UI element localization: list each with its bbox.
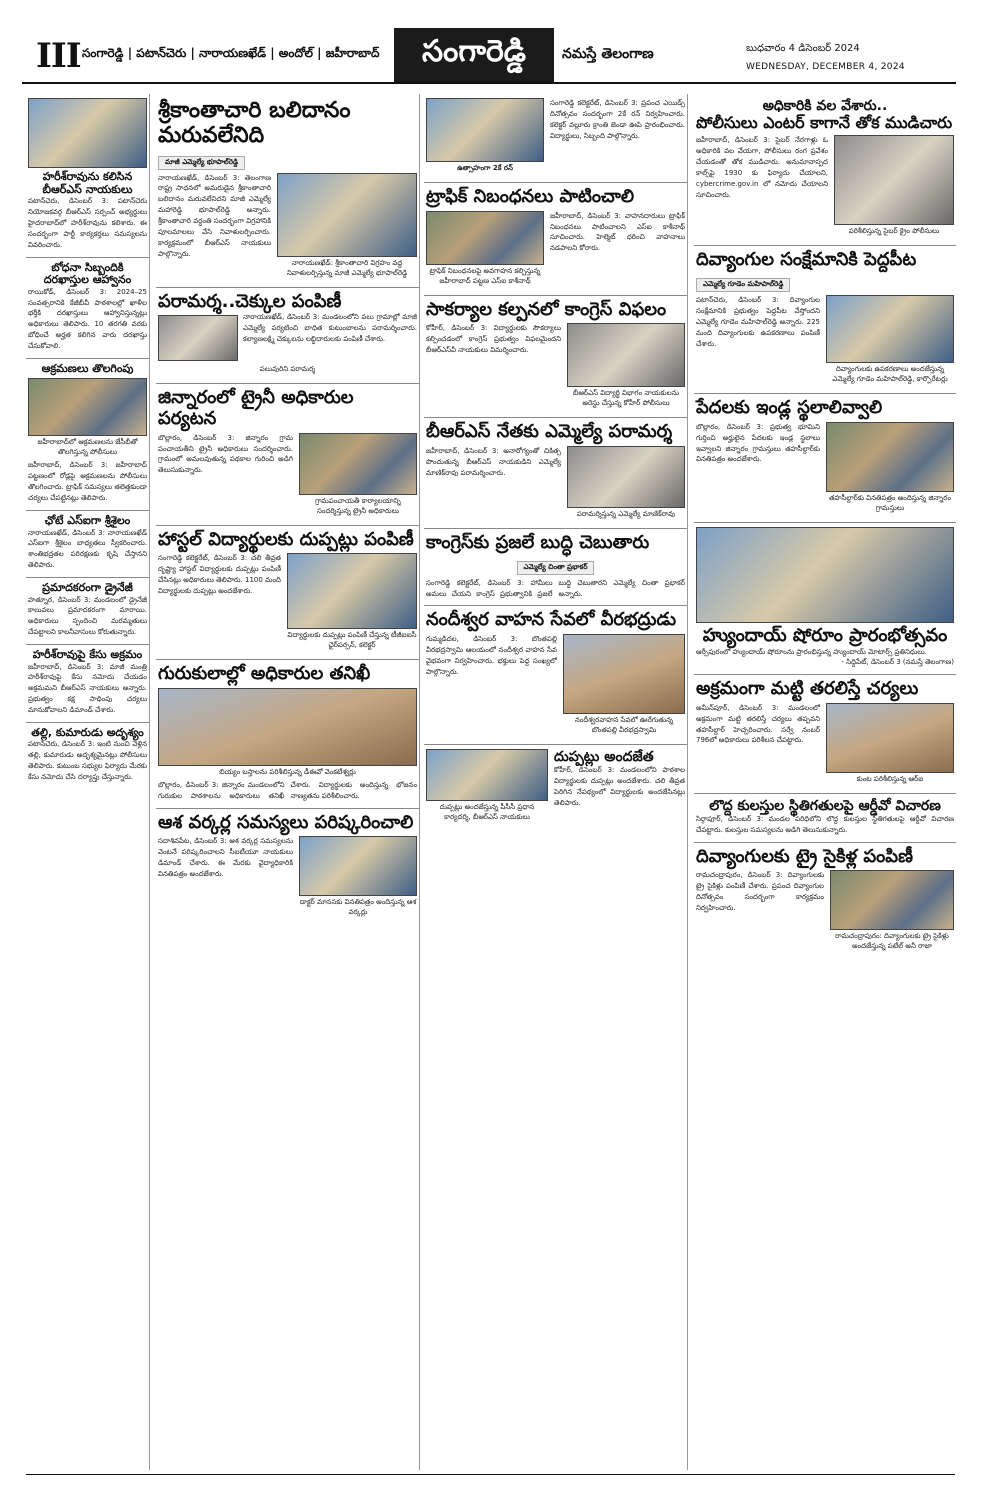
story xyxy=(694,843,956,961)
story-photo xyxy=(28,98,147,168)
story xyxy=(26,94,149,258)
photo-caption: ట్రాఫిక్‌ నిబంధనలపై అవగాహన కల్పిస్తున్న జహీరాబాద్‌ పట్టణ ఎస్‌ఐ కాశీనాథ్‌ xyxy=(429,266,541,285)
story-photo xyxy=(834,135,954,225)
headline: హరీశ్‌రావును కలిసిన బీఆర్‌ఎస్‌ నాయకులు xyxy=(42,170,133,196)
headline: ఆశ వర్కర్ల సమస్యలు పరిష్కరించాలి xyxy=(158,811,414,833)
story xyxy=(156,809,419,927)
story xyxy=(694,394,956,523)
headline: హ్యుందాయ్‌ షోరూం ప్రారంభోత్సవం xyxy=(702,624,948,646)
story-photo xyxy=(287,553,417,629)
story xyxy=(694,246,956,394)
story-body: కోహీర్‌, డిసెంబర్ 3: మండలంలోని పాఠశాల విద్యార్థులకు దుప్పట్లు అందజేశారు. చలి తీవ్రత పెరిగిన నేపథ్యంలో విద్యార్థులకు అందజేసినట్లు తెలిపారు. xyxy=(554,766,685,807)
photo-caption: దుప్పట్లు అందజేస్తున్న పీసీసీ ప్రధాన కార్యదర్శి, బీఆర్‌ఎస్‌ నాయకులు xyxy=(439,803,535,822)
story-photo xyxy=(567,446,685,508)
story-photo xyxy=(299,836,417,896)
story-photo xyxy=(158,315,238,361)
photo-caption: దివ్యాంగులకు ఉపకరణాలు అందజేస్తున్న ఎమ్మెల్యే గూడెం మహిపాల్‌రెడ్డి, కార్పొరేటర్లు xyxy=(832,365,948,384)
headline: దుప్పట్లు అందజేత xyxy=(554,749,654,766)
story-body: బొల్లారం, డిసెంబర్ 3: జిన్నారం మండలంలోని గురుకుల పాఠశాలను అధికారులు తనిఖీ చేశారు. విద్యార్థులకు అందిస్తున్న భోజనం నాణ్యతను పరిశీలించారు. xyxy=(158,781,417,800)
story xyxy=(694,794,956,843)
headline: లొద్ద కులస్తుల స్థితిగతులపై ఆర్డీవో విచారణ xyxy=(709,797,941,814)
edition-logo: సంగారెడ్డి xyxy=(394,28,554,82)
story xyxy=(694,94,956,246)
story xyxy=(26,645,149,723)
story-body: జహీరాబాద్‌, డిసెంబర్ 3: వాహనదారులు ట్రాఫిక్‌ నిబంధనలు పాటించాలని ఎస్‌ఐ కాశీనాథ్‌ సూచించారు. హెల్మెట్‌ ధరించి వాహనాలు నడపాలని కోరారు. xyxy=(550,211,685,253)
story-body: సదాశివపేట, డిసెంబర్ 3: ఆశ వర్కర్ల సమస్యలను వెంటనే పరిష్కరించాలని సీఐటీయూ నాయకులు డిమాండ్‌ చేశారు. ఈ మేరకు వైద్యాధికారికి వినతిపత్రం అందజేశారు. xyxy=(158,837,293,878)
story-body: సంగారెడ్డి కలెక్టరేట్‌, డిసెంబర్ 3: చలి తీవ్రత దృష్ట్యా హాస్టల్‌ విద్యార్థులకు దుప్పట్లు పంపిణీ చేసినట్లు అధికారులు తెలిపారు. 1100 మంది విద్యార్థులకు దుప్పట్లు అందజేశారు. xyxy=(158,554,281,595)
story-body: బొల్లారం, డిసెంబర్ 3: జిన్నారం గ్రామ పంచాయతీని ట్రైనీ అధికారులు సందర్శించారు. గ్రామంలో అమలవుతున్న పథకాల గురించి అడిగి తెలుసుకున్నారు. xyxy=(158,433,293,475)
byline: మాజీ ఎమ్మెల్యే భూపాల్‌రెడ్డి xyxy=(158,156,245,170)
story-photo xyxy=(426,749,548,801)
headline: అక్రమంగా మట్టి తరలిస్తే చర్యలు xyxy=(696,678,919,700)
byline: ఎమ్మెల్యే గూడెం మహిపాల్‌రెడ్డి xyxy=(696,278,790,292)
headline: పరామర్శ..చెక్కుల పంపిణీ xyxy=(158,290,342,312)
masthead xyxy=(22,28,956,84)
story-body: బొల్లారం, డిసెంబర్ 3: ప్రభుత్వ భూమిని గుర్తించి అర్హులైన పేదలకు ఇండ్ల స్థలాలు ఇవ్వాలని జిన్నారం గ్రామస్తులు తహసీల్దార్‌కు వినతిపత్రం అందజేశారు. xyxy=(696,422,820,464)
story xyxy=(156,660,419,808)
story-photo xyxy=(158,688,417,766)
headline: ఆక్రమణలు తొలగింపు xyxy=(41,361,134,375)
story-photo xyxy=(28,378,147,436)
story-body: సిర్గాపూర్‌, డిసెంబర్ 3: మండల పరిధిలోని లొద్ద కులస్తుల స్థితిగతులపై ఆర్డీవో విచారణ చేపట్టారు. కులస్తుల సమస్యలను అడిగి తెలుసుకున్నారు. xyxy=(696,815,954,834)
story xyxy=(26,258,149,359)
story-photo xyxy=(563,634,685,714)
byline: ఎమ్మెల్యే చింతా ప్రభాకర్‌ xyxy=(517,561,595,575)
story-body: కోహీర్‌, డిసెంబర్ 3: విద్యార్థులకు సౌకర్యాలు కల్పించడంలో కాంగ్రెస్‌ ప్రభుత్వం విఫలమైందని బీఆర్‌ఎస్‌వీ నాయకులు విమర్శించారు. xyxy=(426,324,561,355)
story-photo xyxy=(277,173,417,257)
story-body: జహీరాబాద్‌, డిసెంబర్ 3: సైబర్‌ నేరగాళ్లు ఓ అధికారికి వల వేయగా, పోలీసులు రంగ ప్రవేశం చేయడంతో తోక ముడిచారు. అనుమానాస్పద కాల్స్‌పై 1930 కు ఫిర్యాదు చేయాలని, cybercrime.gov.in లో నమోదు చేయాలని సూచించారు. xyxy=(696,136,828,199)
story xyxy=(156,526,419,661)
headline: దివ్యాంగులకు ట్రై సైకిళ్ల పంపిణీ xyxy=(696,845,913,867)
story-body: పటాన్‌చెరు, డిసెంబర్ 3: దివ్యాంగుల సంక్షేమానికి ప్రభుత్వం పెద్దపీట వేస్తోందని ఎమ్మెల్యే గూడెం మహిపాల్‌రెడ్డి అన్నారు. 225 మంది దివ్యాంగులకు ఉపకరణాలు పంపిణీ చేశారు. xyxy=(696,296,820,348)
headline: బీఆర్‌ఎస్‌ నేతకు ఎమ్మెల్యే పరామర్శ xyxy=(426,421,673,443)
story-body: హత్నూర, డిసెంబర్ 3: మండలంలో డ్రైనేజీ కాలువలు ప్రమాదకరంగా మారాయి. అధికారులు స్పందించి మరమ్మతులు చేపట్టాలని కాలనీవాసులు కోరుతున్నారు. xyxy=(28,595,147,637)
column-2 xyxy=(156,94,420,1470)
story xyxy=(26,359,149,511)
story xyxy=(26,578,149,645)
story-body: గుమ్మడిదల, డిసెంబర్ 3: బొంతపల్లి వీరభద్రస్వామి ఆలయంలో నందీశ్వర వాహన సేవ వైభవంగా నిర్వహించారు. భక్తులు పెద్ద సంఖ్యలో పాల్గొన్నారు. xyxy=(426,635,557,676)
story-body: ఆర్సీపురంలో హ్యుందాయ్‌ షోరూంను ప్రారంభిస్తున్న హ్యుందాయ్‌ మోటార్స్‌ ప్రతినిధులు. xyxy=(696,647,927,656)
headline: కాంగ్రెస్‌కు ప్రజలే బుద్ధి చెబుతారు xyxy=(426,532,650,554)
story-body: పటాన్‌చెరు, డిసెంబర్ 3: ఇంటి నుంచి వెళ్లిన తల్లి, కుమారుడు అదృశ్యమైనట్లు పోలీసులు తెలిపారు. కుటుంబ సభ్యుల ఫిర్యాదు మేరకు కేసు నమోదు చేసి దర్యాప్తు చేస్తున్నారు. xyxy=(28,740,147,781)
photo-caption: డాక్టర్‌ మానసకు వినతిపత్రం అందిస్తున్న ఆశ వర్కర్లు xyxy=(299,898,417,917)
headline: శ్రీకాంతాచారి బలిదానం మరువలేనిది xyxy=(158,98,351,149)
story-photo xyxy=(299,433,417,495)
story-body: నారాయణఖేడ్‌, డిసెంబర్ 3: తెలంగాణ రాష్ట్ర సాధనలో అమరుడైన శ్రీకాంతాచారి బలిదానం మరువలేనిదని మాజీ ఎమ్మెల్యే మహారెడ్డి భూపాల్‌రెడ్డి అన్నారు. శ్రీకాంతాచారి వర్ధంతి సందర్భంగా విగ్రహానికి పూలమాలలు వేసి నివాళులర్పించారు. కార్యక్రమంలో బీఆర్‌ఎస్‌ నాయకులు పాల్గొన్నారు. xyxy=(158,173,271,258)
story-photo xyxy=(567,323,685,387)
story-photo xyxy=(826,422,954,492)
story xyxy=(424,183,687,296)
photo-caption: ఉత్సాహంగా 2కే రన్‌ xyxy=(457,164,513,172)
story-body: జహీరాబాద్, డిసెంబర్ 3: జహీరాబాద్‌ పట్టణంలో రోడ్లపై ఆక్రమణలను పోలీసులు తొలగించారు. ట్రాఫిక్‌ సమస్యలు తలెత్తకుండా చర్యలు చేపట్టినట్లు తెలిపారు. xyxy=(28,461,147,503)
photo-caption: తహసీల్దార్‌కు వినతిపత్రం అందిస్తున్న జిన్నారం గ్రామస్తులు xyxy=(828,493,951,512)
story xyxy=(26,723,149,789)
headline: జిన్నారంలో ట్రైనీ అధికారుల పర్యటన xyxy=(158,387,354,429)
page-footer-rule xyxy=(26,1474,955,1490)
story-body: నారాయణఖేడ్‌, డిసెంబర్ 3: మండలంలోని పలు గ్రామాల్లో మాజీ ఎమ్మెల్యే పర్యటించి బాధిత కుటుంబాలను పరామర్శించారు. కల్యాణలక్ష్మి చెక్కులను లబ్ధిదారులకు పంపిణీ చేశారు. xyxy=(243,313,417,343)
story xyxy=(694,523,956,675)
photo-caption: పలువురిని పరామర్శ xyxy=(259,365,316,374)
story-body: రాయికోడ్, డిసెంబర్ 3: 2024–25 సంవత్సరానికి కేజీబీవీ పాఠశాలల్లో ఖాళీల భర్తీకి దరఖాస్తులు ఆహ్వానిస్తున్నట్లు అధికారులు తెలిపారు. 10 తరగతి వరకు బోధించే అర్హత కలిగిన వారు దరఖాస్తు చేసుకోవాలి. xyxy=(28,287,147,350)
story xyxy=(156,94,419,288)
story xyxy=(424,94,687,183)
story-photo xyxy=(426,211,544,265)
photo-caption: బీఆర్‌ఎస్‌ విద్యార్థి విభాగం నాయకులను అరెస్టు చేస్తున్న కోహీర్‌ పోలీసులు xyxy=(572,389,680,408)
story xyxy=(424,606,687,745)
headline: తల్లి, కుమారుడు అదృశ్యం xyxy=(31,725,144,739)
photo-caption: నందీశ్వరవాహన సేవలో ఊరేగుతున్న బొంతపల్లి వీరభద్రస్వామి xyxy=(574,716,674,735)
headline: ప్రమాదకరంగా డ్రైనేజీ xyxy=(42,580,133,594)
column-4 xyxy=(694,94,956,1470)
credit-line: - సిద్దిపేట్‌, డిసెంబర్ 3 (నమస్తే తెలంగాణ) xyxy=(841,658,954,667)
story xyxy=(424,296,687,419)
date-english: WEDNESDAY, DECEMBER 4, 2024 xyxy=(746,62,905,72)
headline: ఛోటే ఎస్‌ఐగా శ్రీశైలం xyxy=(44,513,131,527)
photo-caption: గ్రామపంచాయతీ కార్యాలయాన్ని సందర్శిస్తున్న ట్రైనీ అధికారులు xyxy=(315,496,401,515)
headline: హరీశ్‌రావుపై కేసు అక్రమం xyxy=(32,647,143,661)
story-body: జహీరాబాద్‌, డిసెంబర్ 3: మాజీ మంత్రి హరీశ్‌రావుపై కేసు నమోదు చేయడం అక్రమమని బీఆర్‌ఎస్‌ నాయకులు అన్నారు. ప్రభుత్వం కక్ష సాధింపు చర్యలు మానుకోవాలని డిమాండ్‌ చేశారు. xyxy=(28,662,147,714)
story xyxy=(156,384,419,525)
headline: నందీశ్వర వాహన సేవలో వీరభద్రుడు xyxy=(426,609,677,631)
headline: ట్రాఫిక్‌ నిబంధనలు పాటించాలి xyxy=(426,186,635,207)
story xyxy=(26,511,149,578)
headline: సాకర్యాల కల్పనలో కాంగ్రెస్‌ విఫలం xyxy=(426,298,667,320)
headline: పేదలకు ఇండ్ల స్థలాలివ్వాలి xyxy=(696,397,883,419)
paper-name: నమస్తే తెలంగాణ xyxy=(562,46,654,62)
story-photo xyxy=(826,295,954,363)
photo-caption: నారాయణఖేడ్‌: శ్రీకాంతాచారి విగ్రహం వద్ద నివాళులర్పిస్తున్న మాజీ ఎమ్మెల్యే భూపాల్‌రెడ్డి xyxy=(286,258,408,277)
photo-caption: పరామర్శిస్తున్న ఎమ్మెల్యే మాణిక్‌రావు xyxy=(576,510,676,519)
story-body: జహీరాబాద్‌, డిసెంబర్ 3: అనారోగ్యంతో చికిత్స పొందుతున్న బీఆర్‌ఎస్‌ నాయకుడిని ఎమ్మెల్యే మాణిక్‌రావు పరామర్శించారు. xyxy=(426,447,561,477)
headline: పోలీసులు ఎంటర్‌ కాగానే తోక ముడిచారు xyxy=(696,113,953,133)
photo-caption: జహీరాబాద్‌లో ఆక్రమణలను జేసీబీతో తొలగిస్తున్న పోలీసులు xyxy=(37,438,138,457)
photo-caption: రామచంద్రాపురం: దివ్యాంగులకు ట్రై సైకిళ్లు అందజేస్తున్న పటేల్‌ అనీ రాజా xyxy=(835,932,949,951)
headline: దివ్యాంగుల సంక్షేమానికి పెద్దపీట xyxy=(696,249,917,271)
headline: గురుకులాల్లో అధికారుల తనిఖీ xyxy=(158,663,371,685)
story-body: సంగారెడ్డి కలెక్టరేట్‌, డిసెంబర్ 3: హామీలు అమలు చేయని కాంగ్రెస్‌ ప్రభుత్వానికి ప్రజలే బుద్ధి చెబుతారని ఎమ్మెల్యే చింతా ప్రభాకర్‌ అన్నారు. xyxy=(426,578,685,598)
story-photo xyxy=(696,527,954,623)
story-photo xyxy=(830,870,954,930)
photo-caption: కుంట పరిశీలిస్తున్న ఆర్‌ఐ xyxy=(856,774,924,783)
date-telugu: బుధవారం 4 డిసెంబర్ 2024 xyxy=(746,43,860,54)
story-body: నారాయణఖేడ్‌, డిసెంబర్ 3: నారాయణఖేడ్‌ ఎస్‌ఐగా శ్రీశైలం బాధ్యతలు స్వీకరించారు. శాంతిభద్రతల పరిరక్షణకు కృషి చేస్తానని తెలిపారు. xyxy=(28,528,147,570)
story xyxy=(424,745,687,831)
story-photo xyxy=(826,703,954,773)
headline: హాస్టల్‌ విద్యార్థులకు దుప్పట్లు పంపిణీ xyxy=(158,528,414,550)
photo-caption: విద్యార్థులకు దుప్పట్లు పంపిణీ చేస్తున్న టీజీఐఐసీ ఛైర్‌పర్సన్‌, కలెక్టర్‌ xyxy=(287,631,417,650)
photo-caption: బియ్యం బస్తాలను పరిశీలిస్తున్న డీఈవో వెంకటేశ్వర్లు xyxy=(219,768,356,777)
page-number: III xyxy=(36,36,81,76)
column-1 xyxy=(26,94,150,1470)
story xyxy=(424,418,687,529)
story-body: పటాన్‌చెరు, డిసెంబర్ 3: పటాన్‌చెరు నియోజకవర్గ బీఆర్‌ఎస్‌ సర్పంచ్‌ అభ్యర్థులు హైదరాబాద్‌లో హరీశ్‌రావును కలిశారు. ఈ సందర్భంగా పార్టీ కార్యకర్తలు సమస్యలను వివరించారు. xyxy=(28,197,147,249)
story-body: సంగారెడ్డి కలెక్టరేట్‌, డిసెంబర్ 3: ప్రపంచ ఎయిడ్స్‌ దినోత్సవం సందర్భంగా 2కే రన్‌ నిర్వహించారు. కలెక్టర్‌ వల్లూరు క్రాంతి జెండా ఊపి ప్రారంభించారు. విద్యార్థులు, సిబ్బంది పాల్గొన్నారు. xyxy=(550,99,685,140)
story-body: అమీన్‌పూర్‌, డిసెంబర్ 3: మండలంలో అక్రమంగా మట్టి తరలిస్తే చర్యలు తప్పవని తహసీల్దార్‌ హెచ్చరించారు. సర్వే నంబర్‌ 796లో అధికారులు పరిశీలన చేపట్టారు. xyxy=(696,703,820,745)
kicker: అధికారికి వల వేశారు.. xyxy=(762,98,888,114)
story xyxy=(424,529,687,606)
headline: బోధనా సిబ్బందికి దరఖాస్తుల ఆహ్వానం xyxy=(43,260,132,287)
story-photo xyxy=(426,98,544,162)
column-3 xyxy=(424,94,688,1470)
edition-places: సంగారెడ్డి | పటాన్‌చెరు | నారాయణఖేడ్ | అందోల్ | జహీరాబాద్ xyxy=(82,46,380,60)
story xyxy=(694,675,956,794)
story xyxy=(156,288,419,385)
photo-caption: పరిశీలిస్తున్న సైబర్‌ క్రైం పోలీసులు xyxy=(848,227,940,236)
story-body: రామచంద్రాపురం, డిసెంబర్ 3: దివ్యాంగులకు ట్రై సైకిళ్లు పంపిణీ చేశారు. ప్రపంచ దివ్యాంగుల దినోత్సవం సందర్భంగా కార్యక్రమం నిర్వహించారు. xyxy=(696,871,824,912)
